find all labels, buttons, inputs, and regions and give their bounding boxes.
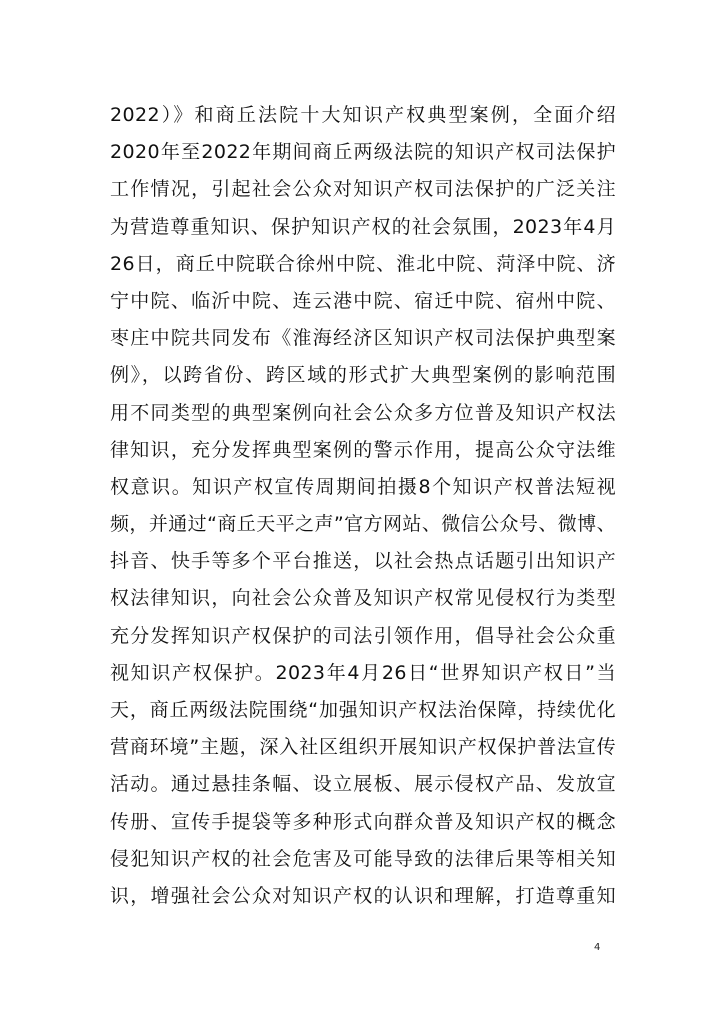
text-line-16: 视知识产权保护。2023年4月26日“世界知识产权日”当 — [110, 661, 616, 684]
text-line-9: 用不同类型的典型案例向社会公众多方位普及知识产权法 — [110, 401, 616, 424]
text-line-21: 侵犯知识产权的社会危害及可能导致的法律后果等相关知 — [110, 847, 616, 870]
text-line-2: 2020年至2022年期间商丘两级法院的知识产权司法保护 — [110, 141, 616, 164]
text-line-12: 频，并通过“商丘天平之声”官方网站、微信公众号、微博、 — [110, 513, 616, 536]
text-line-3: 工作情况，引起社会公众对知识产权司法保护的广泛关注 — [110, 178, 616, 201]
text-line-8: 例》，以跨省份、跨区域的形式扩大典型案例的影响范围 — [110, 364, 616, 387]
text-line-1: 2022）》和商丘法院十大知识产权典型案例，全面介绍 — [110, 104, 616, 126]
text-line-6: 宁中院、临沂中院、连云港中院、宿迁中院、宿州中院、 — [110, 289, 616, 312]
text-line-15: 充分发挥知识产权保护的司法引领作用，倡导社会公众重 — [110, 624, 616, 647]
text-line-18: 营商环境”主题，深入社区组织开展知识产权保护普法宣传 — [110, 736, 616, 759]
text-line-13: 抖音、快手等多个平台推送，以社会热点话题引出知识产 — [110, 550, 616, 573]
text-line-11: 权意识。知识产权宣传周期间拍摄8个知识产权普法短视 — [110, 475, 616, 498]
text-line-22: 识，增强社会公众对知识产权的认识和理解，打造尊重知 — [110, 884, 616, 907]
text-line-19: 活动。通过悬挂条幅、设立展板、展示侵权产品、发放宣 — [110, 773, 616, 796]
text-line-20: 传册、宣传手提袋等多种形式向群众普及知识产权的概念 — [110, 810, 616, 833]
text-line-14: 权法律知识，向社会公众普及知识产权常见侵权行为类型 — [110, 587, 616, 610]
body-text — [110, 97, 616, 915]
text-line-4: 为营造尊重知识、保护知识产权的社会氛围，2023年4月 — [110, 215, 616, 238]
text-line-10: 律知识，充分发挥典型案例的警示作用，提高公众守法维 — [110, 438, 616, 461]
text-line-7: 枣庄中院共同发布《淮海经济区知识产权司法保护典型案 — [110, 327, 616, 350]
text-line-5: 26日，商丘中院联合徐州中院、淮北中院、菏泽中院、济 — [110, 252, 616, 275]
text-line-17: 天，商丘两级法院围绕“加强知识产权法治保障，持续优化 — [110, 699, 616, 721]
page-number: 4 — [594, 942, 601, 953]
